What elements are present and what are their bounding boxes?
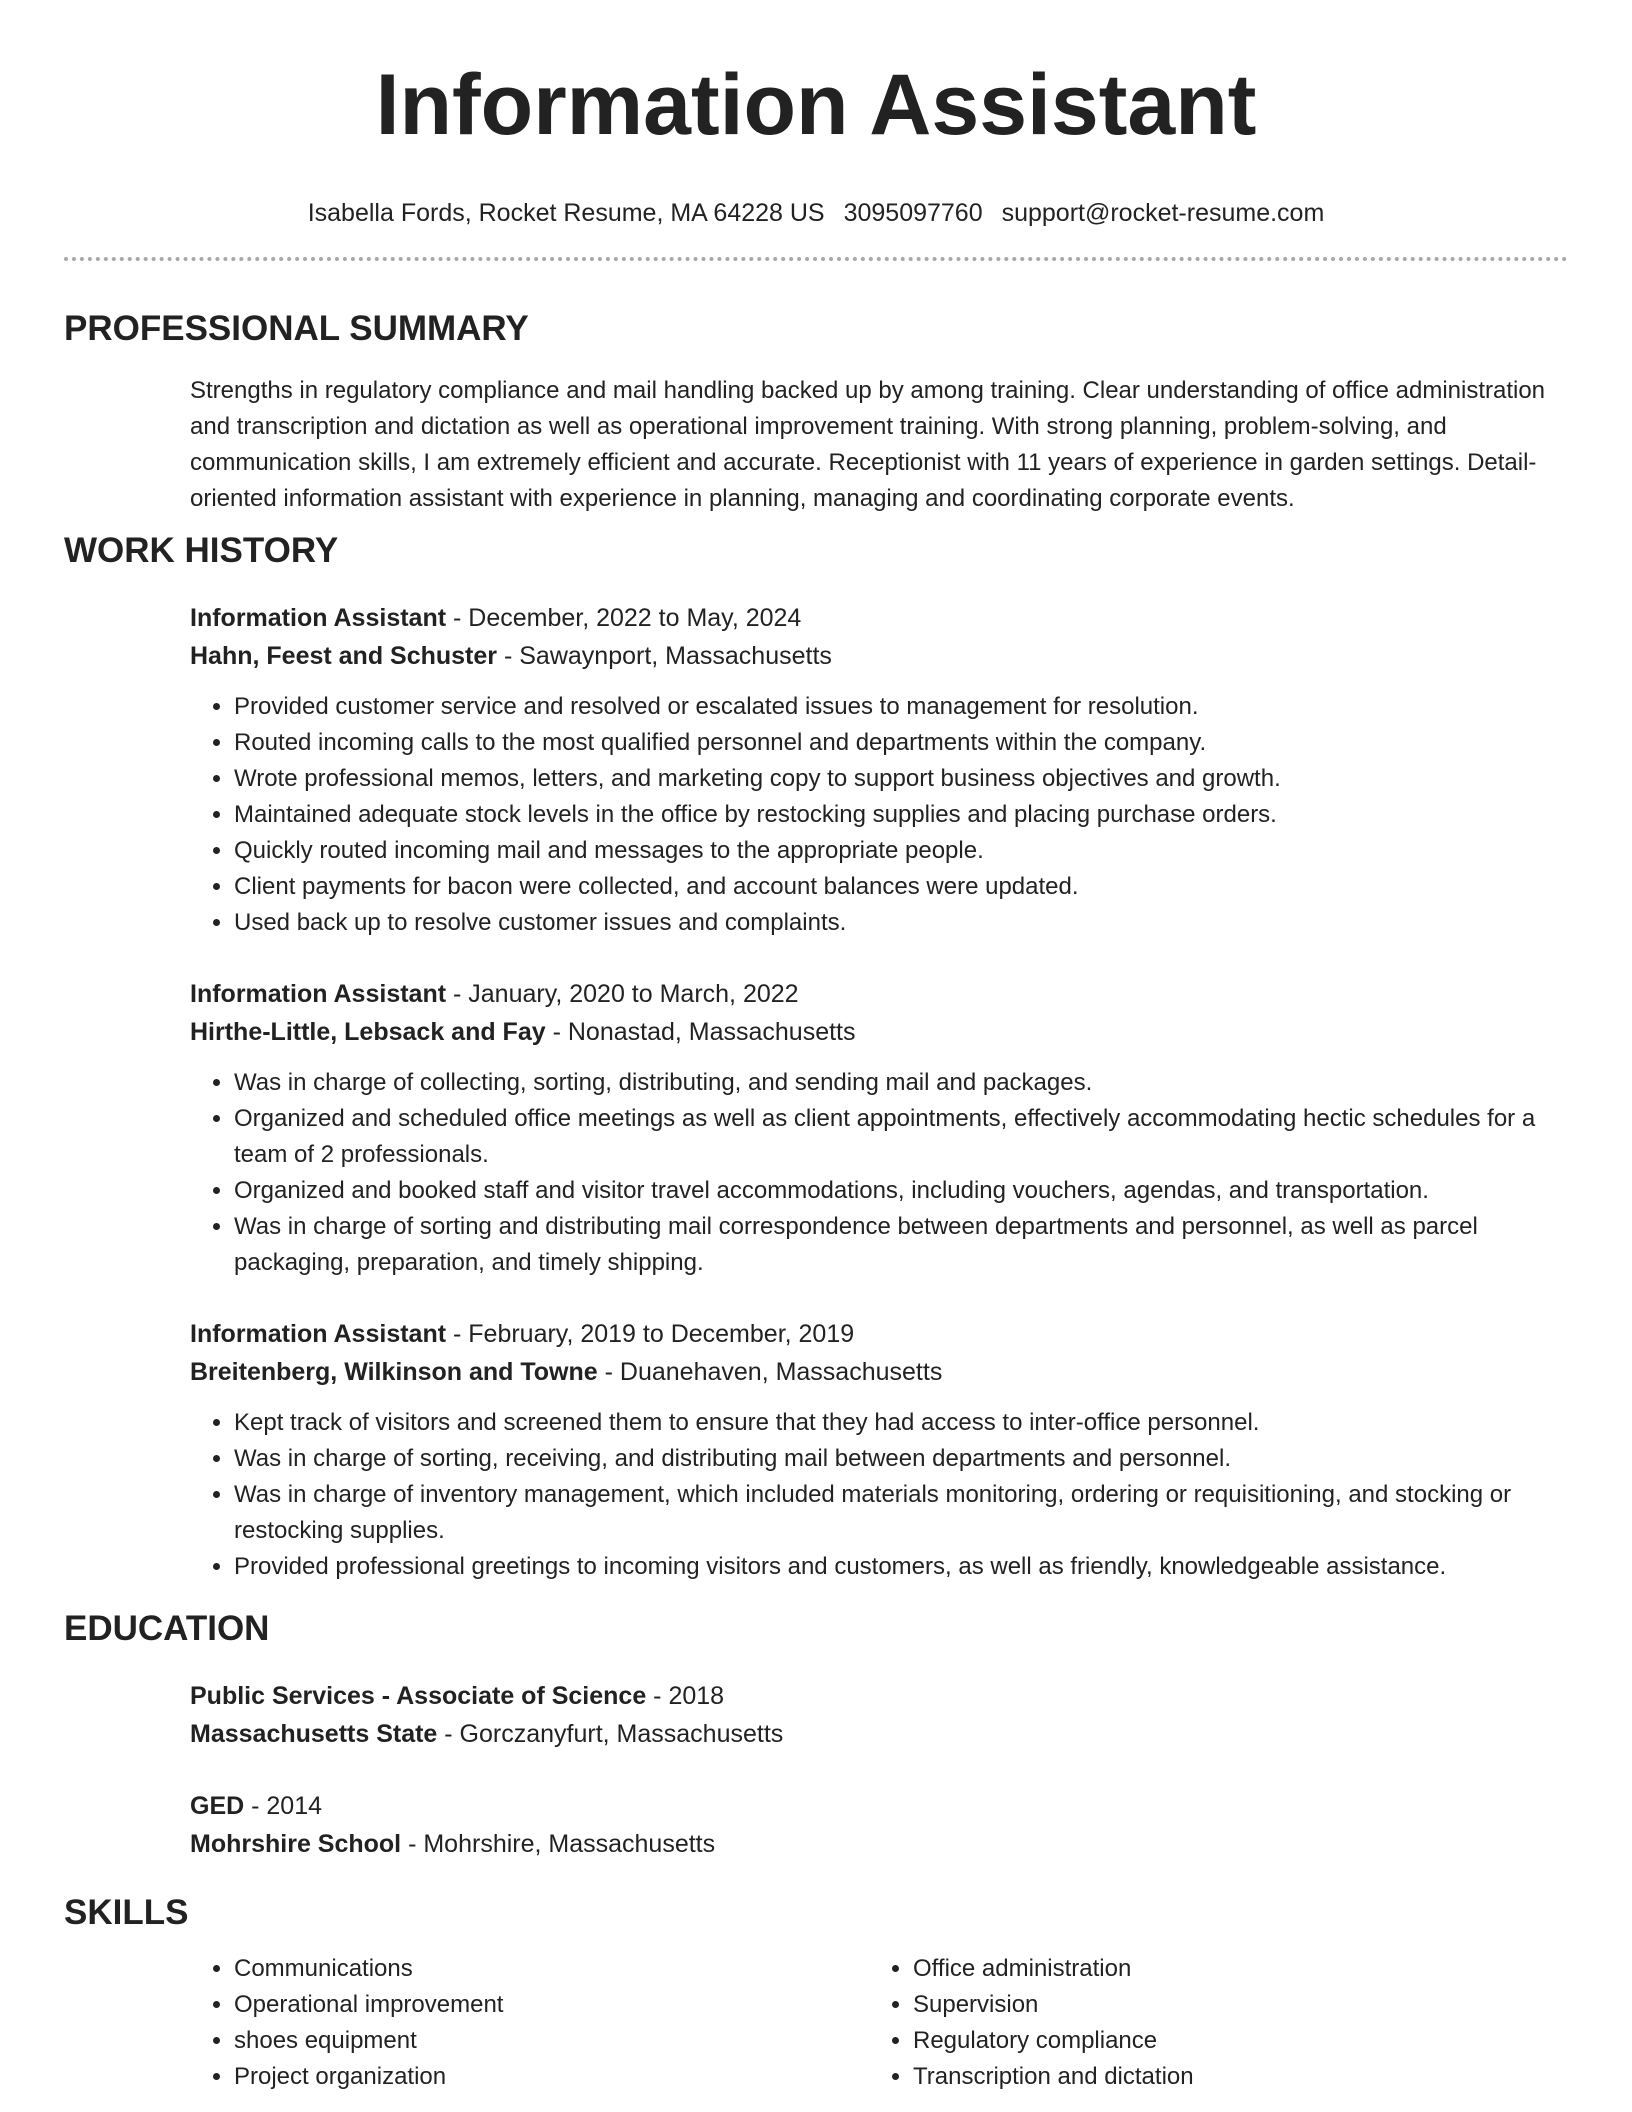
summary-text: Strengths in regulatory compliance and mail handling backed up by among training. Clear understanding of office administration and transcription and dictation as well as operational improvement training. With strong planning, problem-solving, and communication skills, I am extremely efficient and accurate. Receptionist with 11 years of experience in garden settings. Detail-oriented information assistant with experience in planning, managing and coordinating corporate events. [190, 377, 1546, 512]
skills-column-left [190, 1951, 869, 2095]
job-company-line [190, 637, 1568, 675]
education-location: - Mohrshire, Massachusetts [401, 1830, 716, 1858]
skill-item: • shoes equipment [234, 2023, 869, 2059]
job-role-line [190, 1315, 1568, 1353]
job-location: - Sawaynport, Massachusetts [497, 642, 832, 670]
skill-item: • Office administration [913, 1951, 1548, 1987]
contact-phone: 3095097760 [843, 199, 983, 227]
job-company: Breitenberg, Wilkinson and Towne [190, 1358, 598, 1386]
job-company: Hahn, Feest and Schuster [190, 642, 498, 670]
job-role: Information Assistant [190, 1320, 447, 1348]
education-degree: GED [190, 1792, 245, 1820]
skill-item: • Supervision [913, 1987, 1548, 2023]
skills-column-right [869, 1951, 1548, 2095]
contact-address: Isabella Fords, Rocket Resume, MA 64228 US [307, 199, 825, 227]
education-school: Massachusetts State [190, 1720, 438, 1748]
education-school-line [190, 1825, 1568, 1863]
job-dates: - February, 2019 to December, 2019 [446, 1320, 855, 1348]
job-bullet: • Used back up to resolve customer issues and complaints. [234, 905, 1568, 941]
job-bullets [190, 689, 1568, 941]
job-company-line [190, 1353, 1568, 1391]
skill-item: • Communications [234, 1951, 869, 1987]
education-entry [190, 1677, 1568, 1753]
education-degree-line [190, 1677, 1568, 1715]
job-bullet: • Routed incoming calls to the most qualified personnel and departments within the company. [234, 725, 1568, 761]
skills-grid [190, 1951, 1568, 2095]
job-entry [190, 599, 1568, 941]
job-bullet: • Was in charge of collecting, sorting, distributing, and sending mail and packages. [234, 1065, 1568, 1101]
header-divider [64, 257, 1568, 261]
skill-item: • Regulatory compliance [913, 2023, 1548, 2059]
job-bullet: • Maintained adequate stock levels in the office by restocking supplies and placing purchase orders. [234, 797, 1568, 833]
job-role-line [190, 599, 1568, 637]
job-company-line [190, 1013, 1568, 1051]
skill-item: • Project organization [234, 2059, 869, 2095]
education-title: EDUCATION [64, 1609, 270, 1648]
education-year: - 2014 [244, 1792, 323, 1820]
education-degree-line [190, 1787, 1568, 1825]
contact-line [64, 197, 1568, 229]
job-location: - Nonastad, Massachusetts [545, 1018, 856, 1046]
job-bullet: • Was in charge of sorting, receiving, and distributing mail between departments and personnel. [234, 1441, 1568, 1477]
work-history-title: WORK HISTORY [64, 531, 339, 570]
resume-page [64, 0, 1568, 2095]
contact-email: support@rocket-resume.com [1001, 199, 1325, 227]
job-bullet: • Was in charge of inventory management, which included materials monitoring, ordering or requisitioning, and stocking or restocking supplies. [234, 1477, 1568, 1549]
job-bullet: • Organized and booked staff and visitor travel accommodations, including vouchers, agendas, and transportation. [234, 1173, 1568, 1209]
job-location: - Duanehaven, Massachusetts [597, 1358, 943, 1386]
summary-title: PROFESSIONAL SUMMARY [64, 309, 529, 348]
job-bullet: • Organized and scheduled office meetings as well as client appointments, effectively accommodating hectic schedules for a team of 2 professionals. [234, 1101, 1568, 1173]
education-year: - 2018 [646, 1682, 725, 1710]
education-school-line [190, 1715, 1568, 1753]
job-bullet: • Provided professional greetings to incoming visitors and customers, as well as friendly, knowledgeable assistance. [234, 1549, 1568, 1585]
education-entry [190, 1787, 1568, 1863]
education-school: Mohrshire School [190, 1830, 402, 1858]
job-bullet: • Wrote professional memos, letters, and marketing copy to support business objectives and growth. [234, 761, 1568, 797]
job-bullet: • Client payments for bacon were collected, and account balances were updated. [234, 869, 1568, 905]
job-entry [190, 975, 1568, 1281]
skill-item: • Operational improvement [234, 1987, 869, 2023]
resume-name: Information Assistant [375, 57, 1257, 153]
job-bullets [190, 1405, 1568, 1585]
education-degree: Public Services - Associate of Science [190, 1682, 647, 1710]
job-entry [190, 1315, 1568, 1585]
skills-title: SKILLS [64, 1893, 189, 1932]
job-bullets [190, 1065, 1568, 1281]
job-role: Information Assistant [190, 604, 447, 632]
job-bullet: • Provided customer service and resolved or escalated issues to management for resolution. [234, 689, 1568, 725]
job-role-line [190, 975, 1568, 1013]
job-company: Hirthe-Little, Lebsack and Fay [190, 1018, 546, 1046]
job-bullet: • Quickly routed incoming mail and messages to the appropriate people. [234, 833, 1568, 869]
skill-item: • Transcription and dictation [913, 2059, 1548, 2095]
job-role: Information Assistant [190, 980, 447, 1008]
job-bullet: • Was in charge of sorting and distributing mail correspondence between departments and personnel, as well as parcel packaging, preparation, and timely shipping. [234, 1209, 1568, 1281]
education-location: - Gorczanyfurt, Massachusetts [437, 1720, 784, 1748]
job-bullet: • Kept track of visitors and screened them to ensure that they had access to inter-office personnel. [234, 1405, 1568, 1441]
job-dates: - January, 2020 to March, 2022 [446, 980, 799, 1008]
job-dates: - December, 2022 to May, 2024 [446, 604, 802, 632]
